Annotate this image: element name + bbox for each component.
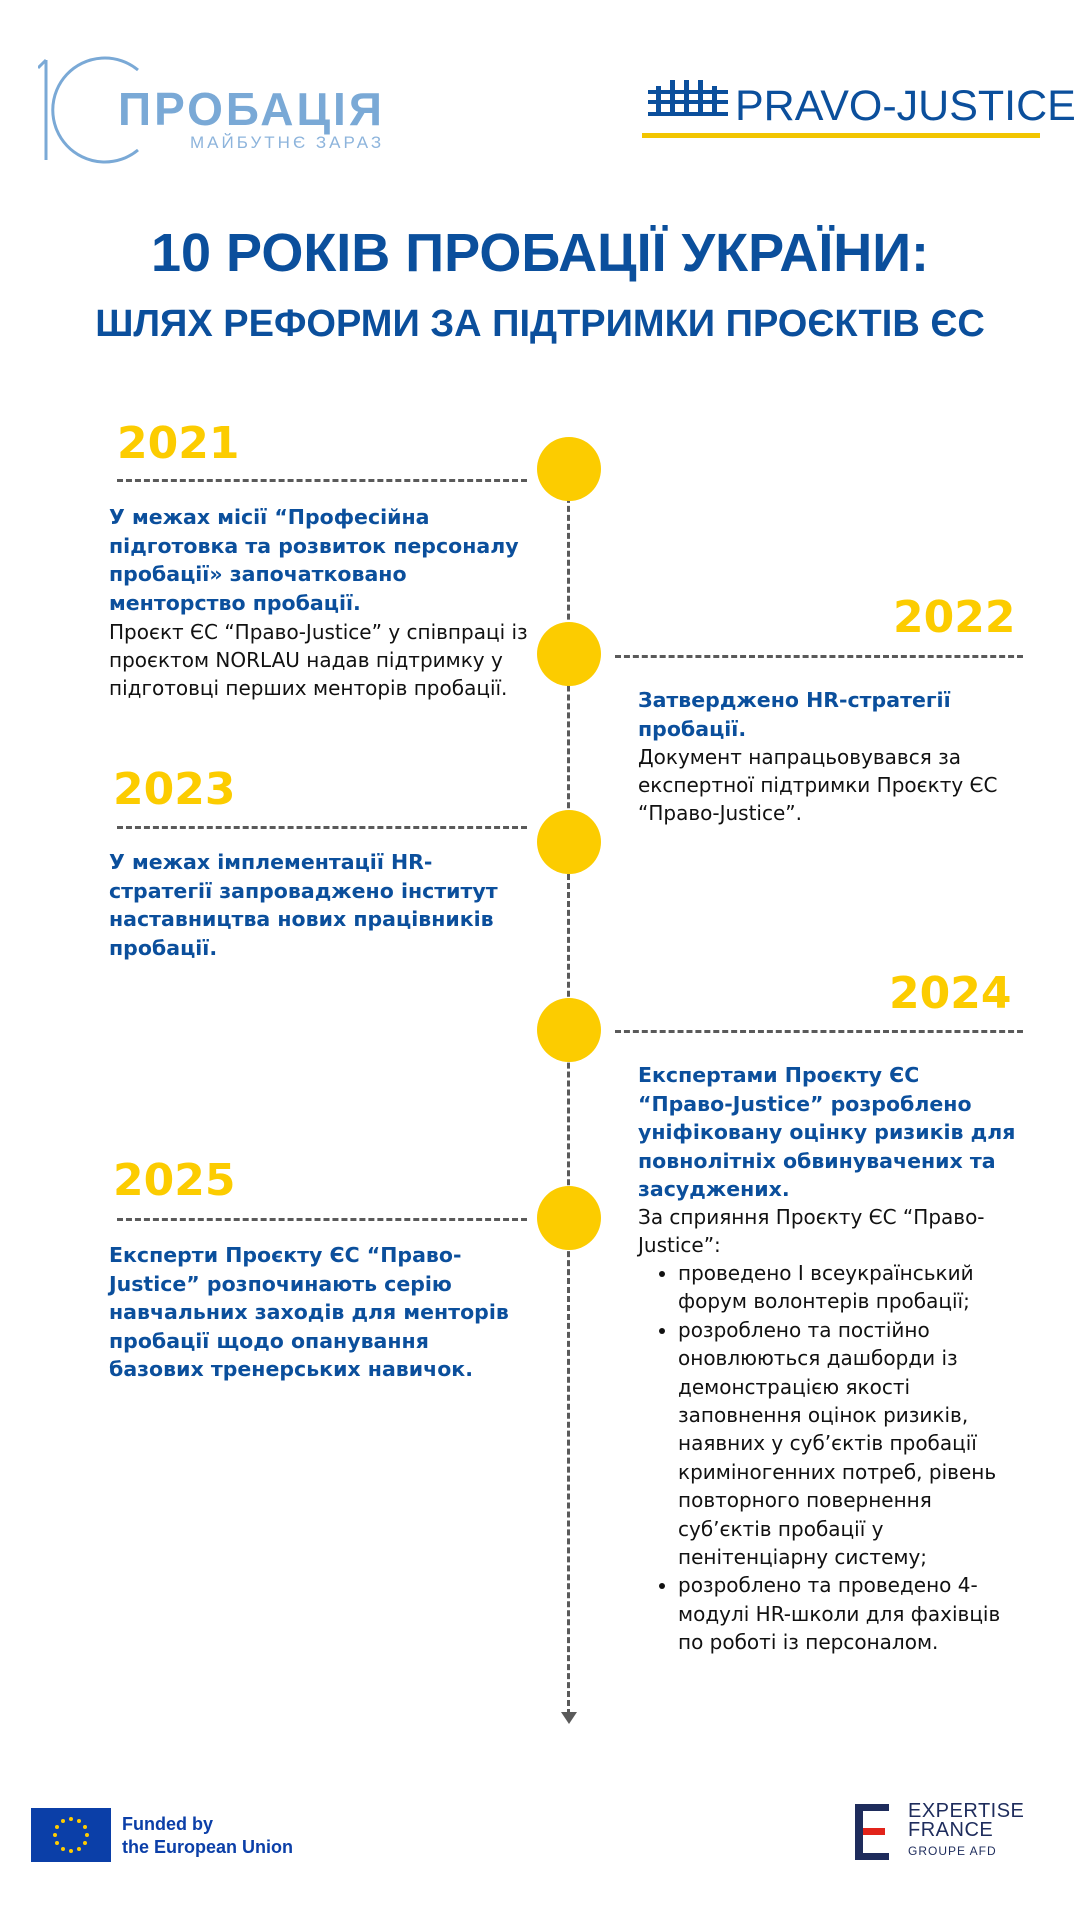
year-2021-divider: [117, 479, 527, 482]
list-item: • розроблено та постійно оновлюються дашборди із демонстрацією якості заповнення оцінок ризиків, наявних у суб’єктів пробації криміногенних потреб, рівень повторного повернення суб’єктів пробації у пенітенціарну систему;: [678, 1316, 1023, 1572]
event-2023-highlight: У межах імплементації HR-стратегії запроваджено інститут наставництва нових працівників пробації.: [109, 850, 498, 960]
event-2022-highlight: Затверджено HR-стратегії пробації.: [638, 688, 951, 741]
probation-logo-subtitle: МАЙБУТНЄ ЗАРАЗ: [190, 133, 385, 152]
year-2022: 2022: [893, 592, 1016, 643]
timeline-arrow-icon: [561, 1712, 577, 1724]
timeline-dot-2024: [537, 998, 601, 1062]
year-2023: 2023: [113, 764, 236, 815]
timeline-dot-2022: [537, 622, 601, 686]
expertise-france-line2: FRANCE: [908, 1819, 994, 1841]
event-2024-text: За сприяння Проєкту ЄС “Право-Justice”:: [638, 1205, 985, 1257]
year-2024: 2024: [889, 968, 1012, 1019]
list-item: • проведено І всеукраїнський форум волонтерів пробації;: [678, 1259, 1023, 1316]
year-2024-divider: [615, 1030, 1023, 1033]
year-2022-divider: [615, 655, 1023, 658]
timeline-dot-2025: [537, 1186, 601, 1250]
expertise-france-line1: EXPERTISE: [908, 1800, 1025, 1822]
event-2024-bullet-list: [638, 1259, 1023, 1657]
eu-flag-icon: [31, 1808, 111, 1862]
expertise-france-emblem-icon: [855, 1804, 889, 1860]
pravo-justice-underline: [642, 133, 1040, 138]
eu-funding-text: [122, 1813, 293, 1859]
timeline-dot-2023: [537, 810, 601, 874]
expertise-france-subtitle: GROUPE AFD: [908, 1844, 997, 1858]
event-2025-highlight: Експерти Проєкту ЄС “Право-Justice” розпочинають серію навчальних заходів для менторів пробації щодо опанування базових тренерських навичок.: [109, 1243, 509, 1381]
timeline-dot-2021: [537, 437, 601, 501]
pravo-justice-emblem-icon: [646, 78, 730, 130]
year-2025: 2025: [113, 1155, 236, 1206]
event-2022-text: Документ напрацьовувався за експертної підтримки Проєкту ЄС “Право-Justice”.: [638, 745, 998, 825]
year-2021: 2021: [117, 418, 240, 469]
eu-funding-line1: Funded by: [122, 1814, 213, 1834]
event-2021-highlight: У межах місії “Професійна підготовка та розвиток персоналу пробації» започатковано менторство пробації.: [109, 505, 519, 615]
event-2024-highlight: Експертами Проєкту ЄС “Право-Justice” розроблено уніфіковану оцінку ризиків для повнолітніх обвинувачених та засуджених.: [638, 1063, 1016, 1201]
event-2021-text: Проєкт ЄС “Право-Justice” у співпраці із проєктом NORLAU надав підтримку у підготовці перших менторів пробації.: [109, 620, 528, 700]
year-2025-divider: [117, 1218, 527, 1221]
eu-funding-line2: the European Union: [122, 1837, 293, 1857]
page-title: 10 РОКІВ ПРОБАЦІЇ УКРАЇНИ:: [150, 223, 930, 283]
pravo-justice-logo-text: PRAVO-JUSTICE: [735, 82, 1076, 130]
probation-logo-title: ПРОБАЦІЯ: [118, 83, 385, 135]
list-item: • розроблено та проведено 4-модулі HR-школи для фахівців по роботі із персоналом.: [678, 1571, 1023, 1656]
year-2023-divider: [117, 826, 527, 829]
page-subtitle: ШЛЯХ РЕФОРМИ ЗА ПІДТРИМКИ ПРОЄКТІВ ЄС: [95, 303, 985, 345]
expertise-france-logo-text: [908, 1802, 1024, 1840]
